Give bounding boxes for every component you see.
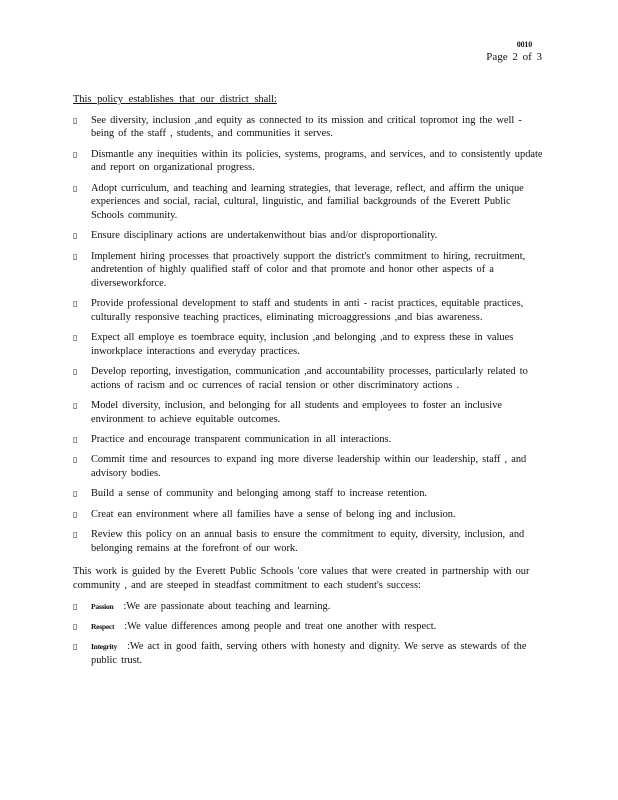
list-item-text: Model diversity, inclusion, and belonging for all students and employees to foster an inclusive environment to achieve equitable outcomes. <box>91 400 502 425</box>
core-values-list <box>73 600 543 668</box>
list-item <box>73 182 543 223</box>
value-description: :We act in good faith, serving others with honesty and dignity. We serve as stewards of the public trust. <box>91 641 527 666</box>
list-item <box>73 229 543 243</box>
list-item-text: Ensure disciplinary actions are undertakenwithout bias and/or disproportionality. <box>91 230 438 242</box>
bullet-icon: ▯ <box>73 367 78 377</box>
value-name: Passion <box>91 601 114 611</box>
document-code: 0010 <box>516 40 532 49</box>
list-item <box>73 487 543 501</box>
list-item-text: See diversity, inclusion ,and equity as connected to its mission and critical topromot ing the well -being of the staff , students, and communities it serves. <box>91 114 522 140</box>
list-item-text: Adopt curriculum, and teaching and learning strategies, that leverage, reflect, and affirm the unique experiences and social, racial, cultural, linguistic, and familial backgrounds of the Everett Public Schools community. <box>91 182 524 221</box>
list-item-text: Review this policy on an annual basis to ensure the commitment to equity, diversity, inclusion, and belonging remains at the forefront of our work. <box>91 529 525 554</box>
bullet-icon: ▯ <box>73 299 78 309</box>
value-description: :We value differences among people and treat one another with respect. <box>124 620 437 632</box>
bullet-icon: ▯ <box>73 115 78 125</box>
list-item-text: Commit time and resources to expand ing more diverse leadership within our leadership, staff , and advisory bodies. <box>91 454 527 480</box>
list-item-text: Implement hiring processes that proactively support the district's commitment to hiring, recruitment, andretention of highly qualified staff of color and that promote and honor other aspects of a diverseworkforce. <box>91 250 526 289</box>
list-item <box>73 331 543 358</box>
bullet-icon: ▯ <box>73 333 78 343</box>
list-item-text: Provide professional development to staff and students in anti - racist practices, equitable practices, culturally responsive teaching practices, eliminating microaggressions ,and bias awareness. <box>91 298 524 323</box>
bullet-icon: ▯ <box>73 489 78 499</box>
bullet-icon: ▯ <box>73 455 78 465</box>
list-item <box>73 365 543 392</box>
list-item <box>73 114 543 141</box>
list-item-text: Practice and encourage transparent communication in all interactions. <box>91 434 392 446</box>
bullet-icon: ▯ <box>73 183 78 193</box>
value-item-text <box>91 640 543 667</box>
value-name: Integrity <box>91 642 117 652</box>
value-item <box>73 640 543 667</box>
bullet-icon: ▯ <box>73 149 78 159</box>
list-item <box>73 528 543 555</box>
list-item-text: Creat ean environment where all families have a sense of belong ing and inclusion. <box>91 508 456 520</box>
value-item <box>73 600 543 614</box>
policy-content <box>73 93 543 674</box>
list-item <box>73 508 543 522</box>
bullet-icon: ▯ <box>73 509 78 519</box>
bullet-icon: ▯ <box>73 642 78 652</box>
page-number: Page 2 of 3 <box>486 51 542 63</box>
value-item-text <box>91 620 543 634</box>
value-description: :We are passionate about teaching and learning. <box>123 600 331 612</box>
core-values-intro: This work is guided by the Everett Public Schools 'core values that were created in partnership with our community , and are steeped in steadfast commitment to each student's success: <box>73 566 530 591</box>
list-item-text: Develop reporting, investigation, communication ,and accountability processes, particularly related to actions of racism and oc currences of racial tension or other discriminatory actions . <box>91 366 528 391</box>
value-name: Respect <box>91 621 115 631</box>
policy-intro: This policy establishes that our district shall: <box>73 94 277 105</box>
list-item <box>73 297 543 324</box>
bullet-icon: ▯ <box>73 530 78 540</box>
list-item-text: Build a sense of community and belonging among staff to increase retention. <box>91 488 428 500</box>
list-item-text: Dismantle any inequities within its policies, systems, programs, and services, and to consistently update and report on organizational progress. <box>91 148 543 174</box>
bullet-icon: ▯ <box>73 231 78 241</box>
bullet-icon: ▯ <box>73 601 78 611</box>
bullet-icon: ▯ <box>73 621 78 631</box>
list-item <box>73 148 543 175</box>
policy-list <box>73 114 543 556</box>
list-item <box>73 433 543 447</box>
bullet-icon: ▯ <box>73 435 78 445</box>
list-item <box>73 250 543 291</box>
value-item-text <box>91 600 543 614</box>
bullet-icon: ▯ <box>73 401 78 411</box>
list-item-text: Expect all employe es toembrace equity, inclusion ,and belonging ,and to express these in values inworkplace interactions and everyday practices. <box>91 332 514 357</box>
list-item <box>73 399 543 426</box>
bullet-icon: ▯ <box>73 251 78 261</box>
value-item <box>73 620 543 634</box>
list-item <box>73 453 543 480</box>
